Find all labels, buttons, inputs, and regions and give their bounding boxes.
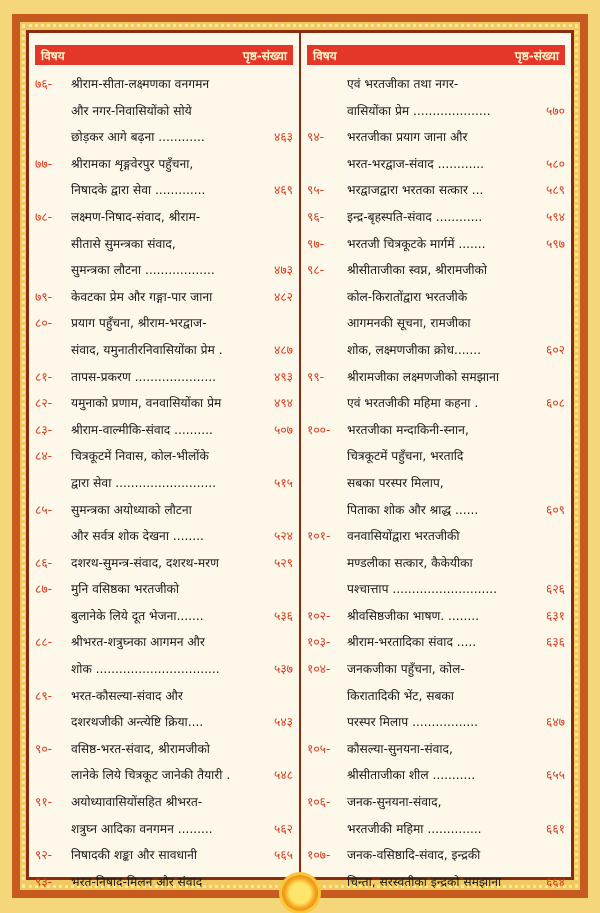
contents-panel — [26, 30, 574, 889]
entry-page-number: ६०२ — [545, 342, 565, 357]
subject-heading: विषय — [41, 48, 65, 63]
entry-title: पश्चात्ताप ........................... — [347, 582, 497, 597]
contents-entry-line — [35, 736, 293, 763]
entry-title: कोल-किरातोंद्वारा भरतजीके — [347, 289, 468, 304]
entry-title: श्रीसीताजीका शील ........... — [347, 768, 476, 783]
entry-number: १०२- — [307, 608, 331, 623]
entry-page-number: ५२९ — [273, 555, 293, 570]
contents-entry-line — [307, 470, 565, 497]
entry-title: सुमन्त्रका लौटना .................. — [71, 263, 215, 278]
entry-title: केवटका प्रेम और गङ्गा-पार जाना — [71, 289, 213, 304]
entry-number: ८६- — [35, 555, 53, 570]
page-count-heading: पृष्ठ-संख्या — [514, 48, 559, 63]
contents-entry-line — [307, 177, 565, 204]
entry-page-number: ५०७ — [273, 422, 293, 437]
entry-page-number: ६३१ — [545, 608, 565, 623]
entry-number: ८२- — [35, 396, 53, 411]
contents-entry-line — [307, 816, 565, 843]
entry-page-number: ६४७ — [545, 715, 565, 730]
entry-number: ९५- — [307, 183, 325, 198]
entry-title: इन्द्र-बृहस्पति-संवाद ............ — [347, 209, 483, 224]
contents-entry-line — [307, 443, 565, 470]
entry-title: श्रीराम-भरतादिका संवाद ..... — [347, 635, 477, 650]
contents-entry-line — [35, 284, 293, 311]
entry-page-number: ६०८ — [545, 396, 565, 411]
entry-title: मुनि वसिष्ठका भरतजीको — [71, 582, 180, 597]
entry-title: जनक-वसिष्ठादि-संवाद, इन्द्रकी — [347, 848, 481, 863]
entry-title: द्वारा सेवा .......................... — [71, 475, 216, 490]
contents-entry-line — [35, 257, 293, 284]
entry-page-number: ५८९ — [545, 183, 565, 198]
entry-number: ८७- — [35, 582, 53, 597]
entry-title: और सर्वत्र शोक देखना ........ — [71, 529, 204, 544]
entry-title: जनक-सुनयना-संवाद, — [347, 795, 442, 810]
entry-page-number: ४८२ — [273, 289, 293, 304]
right-column — [301, 33, 571, 889]
entry-title: एवं भरतजीकी महिमा कहना . — [347, 396, 479, 411]
entry-number: ८८- — [35, 635, 53, 650]
entry-number: ७७- — [35, 156, 53, 171]
entry-page-number: ४९४ — [273, 396, 293, 411]
contents-entry-line — [307, 284, 565, 311]
entry-title: लानेके लिये चित्रकूट जानेकी तैयारी . — [71, 768, 231, 783]
contents-entry-line — [307, 497, 565, 524]
entry-number: ९३- — [35, 874, 53, 889]
entry-title: श्रीरामका शृङ्गवेरपुर पहुँचना, — [71, 156, 194, 171]
entry-title: यमुनाको प्रणाम, वनवासियोंका प्रेम — [71, 396, 222, 411]
contents-entry-line — [307, 789, 565, 816]
contents-entry-line — [35, 816, 293, 843]
contents-entry-line — [307, 736, 565, 763]
entry-page-number: ४६३ — [273, 130, 293, 145]
contents-entry-line — [35, 576, 293, 603]
entry-title: श्रीभरत-शत्रुघ्नका आगमन और — [71, 635, 205, 650]
entry-title: शत्रुघ्न आदिका वनगमन ......... — [71, 821, 213, 836]
entry-title: शोक ................................ — [71, 662, 220, 677]
entry-page-number: ६६१ — [545, 821, 565, 836]
contents-entry-line — [307, 762, 565, 789]
entry-number: ९१- — [35, 795, 53, 810]
contents-entry-line — [307, 869, 565, 896]
contents-entry-line — [35, 417, 293, 444]
entry-number: ८१- — [35, 369, 53, 384]
entry-number: १०४- — [307, 662, 331, 677]
contents-entry-line — [35, 842, 293, 869]
entry-page-number: ४६९ — [273, 183, 293, 198]
contents-entry-line — [307, 124, 565, 151]
contents-entry-line — [307, 576, 565, 603]
contents-entry-line — [35, 364, 293, 391]
entry-number: १०६- — [307, 795, 331, 810]
contents-entry-line — [307, 629, 565, 656]
contents-entry-line — [35, 523, 293, 550]
contents-entry-line — [35, 789, 293, 816]
contents-entry-line — [307, 390, 565, 417]
contents-entry-line — [307, 683, 565, 710]
entry-number: ९४- — [307, 130, 325, 145]
contents-entry-line — [35, 71, 293, 98]
contents-entry-line — [307, 842, 565, 869]
entry-title: सीतासे सुमन्त्रका संवाद, — [71, 236, 176, 251]
entry-number: १०१- — [307, 529, 331, 544]
entry-number: ७९- — [35, 289, 53, 304]
entry-number: ८३- — [35, 422, 53, 437]
entry-title: भरतजीका मन्दाकिनी-स्नान, — [347, 422, 469, 437]
entry-number: ९२- — [35, 848, 53, 863]
entry-number: ९९- — [307, 369, 325, 384]
entry-title: कौसल्या-सुनयना-संवाद, — [347, 741, 453, 756]
column-header — [35, 45, 293, 65]
contents-entry-line — [307, 364, 565, 391]
contents-entry-line — [307, 231, 565, 258]
contents-entry-line — [307, 310, 565, 337]
entry-title: किरातादिकी भेंट, सबका — [347, 688, 454, 703]
entry-page-number: ५३७ — [273, 662, 293, 677]
entry-number: ८९- — [35, 688, 53, 703]
contents-entry-line — [307, 523, 565, 550]
contents-entry-line — [35, 869, 293, 896]
entry-title: चिन्ता, सरस्वतीका इन्द्रको समझाना — [347, 874, 502, 889]
entry-number: १०७- — [307, 848, 331, 863]
subject-heading: विषय — [313, 48, 337, 63]
entry-title: संवाद, यमुनातीरनिवासियोंका प्रेम . — [71, 342, 223, 357]
entry-title: दशरथ-सुमन्त्र-संवाद, दशरथ-मरण — [71, 555, 219, 570]
entry-page-number: ५१५ — [273, 475, 293, 490]
contents-entry-line — [35, 683, 293, 710]
entry-title: तापस-प्रकरण ..................... — [71, 369, 216, 384]
entry-page-number: ५८० — [545, 156, 565, 171]
contents-entry-line — [307, 417, 565, 444]
sun-ornament-icon — [282, 875, 318, 911]
entry-title: भरतजी चित्रकूटके मार्गमें ....... — [347, 236, 486, 251]
entry-title: एवं भरतजीका तथा नगर- — [347, 77, 459, 91]
contents-entry-line — [35, 603, 293, 630]
entry-title: पिताका शोक और श्राद्ध ...... — [347, 502, 479, 517]
contents-entry-line — [35, 762, 293, 789]
entry-page-number: ५३६ — [273, 608, 293, 623]
contents-entry-line — [35, 709, 293, 736]
page-count-heading: पृष्ठ-संख्या — [242, 48, 287, 63]
entry-page-number: ४८७ — [273, 342, 293, 357]
contents-entry-line — [307, 550, 565, 577]
entry-page-number: ५६२ — [273, 821, 293, 836]
entry-title: बुलानेके लिये दूत भेजना....... — [71, 608, 204, 623]
contents-entry-line — [307, 71, 565, 98]
entry-page-number: ५६५ — [273, 848, 293, 863]
entry-title: परस्पर मिलाप ................. — [347, 715, 478, 730]
entry-title: निषादकी शङ्का और सावधानी — [71, 848, 198, 863]
entry-title: निषादके द्वारा सेवा ............. — [71, 183, 206, 198]
entry-number: ९८- — [307, 263, 325, 278]
entry-page-number: ५९७ — [545, 236, 565, 251]
contents-entry-line — [307, 98, 565, 125]
entry-number: १०५- — [307, 741, 331, 756]
contents-entry-line — [307, 337, 565, 364]
entry-title: दशरथजीकी अन्त्येष्टि क्रिया.... — [71, 715, 204, 730]
entry-page-number: ५२४ — [273, 529, 293, 544]
contents-entry-line — [35, 390, 293, 417]
entry-title: वनवासियोंद्वारा भरतजीकी — [347, 529, 460, 544]
entry-title: छोड़कर आगे बढ़ना ............ — [71, 130, 205, 145]
contents-entry-line — [307, 709, 565, 736]
entry-page-number: ५४३ — [273, 715, 293, 730]
entry-number: ९६- — [307, 209, 325, 224]
entry-title: श्रीराम-वाल्मीकि-संवाद .......... — [71, 422, 213, 437]
contents-entry-line — [35, 550, 293, 577]
entry-title: भरत-कौसल्या-संवाद और — [71, 688, 183, 703]
entry-number: ७८- — [35, 209, 53, 224]
entry-title: सुमन्त्रका अयोध्याको लौटना — [71, 502, 192, 517]
entry-title: भरतजीकी महिमा .............. — [347, 821, 482, 836]
entry-page-number: ६३६ — [545, 635, 565, 650]
contents-entry-line — [35, 656, 293, 683]
entry-page-number: ५७० — [545, 103, 565, 118]
contents-entry-line — [35, 124, 293, 151]
left-column — [29, 33, 301, 889]
contents-entry-line — [35, 470, 293, 497]
contents-entry-line — [35, 177, 293, 204]
contents-entry-line — [35, 231, 293, 258]
entry-title: अयोध्यावासियोंसहित श्रीभरत- — [71, 795, 203, 810]
entry-page-number: ६२६ — [545, 582, 565, 597]
contents-entry-line — [307, 257, 565, 284]
entry-number: ९०- — [35, 741, 53, 756]
entry-number: १००- — [307, 422, 331, 437]
entry-title: लक्ष्मण-निषाद-संवाद, श्रीराम- — [71, 209, 201, 224]
entry-page-number: ४९३ — [273, 369, 293, 384]
entry-page-number: ५४८ — [273, 768, 293, 783]
contents-entry-line — [35, 151, 293, 178]
entry-number: ९७- — [307, 236, 325, 251]
entry-title: आगमनकी सूचना, रामजीका — [347, 316, 471, 331]
entry-title: चित्रकूटमें निवास, कोल-भीलोंके — [71, 449, 209, 464]
entry-number: ७६- — [35, 77, 53, 91]
entry-title: चित्रकूटमें पहुँचना, भरतादि — [347, 449, 464, 464]
entry-title: शोक, लक्ष्मणजीका क्रोध....... — [347, 342, 482, 357]
contents-entry-line — [35, 337, 293, 364]
contents-entry-line — [35, 204, 293, 231]
entry-title: श्रीरामजीका लक्ष्मणजीको समझाना — [347, 369, 499, 384]
entry-title: वसिष्ठ-भरत-संवाद, श्रीरामजीको — [71, 741, 210, 756]
entry-title: भरतजीका प्रयाग जाना और — [347, 130, 468, 145]
entry-title: श्रीवसिष्ठजीका भाषण. ........ — [347, 608, 480, 623]
entry-title: और नगर-निवासियोंको सोये — [71, 103, 192, 118]
entry-title: श्रीराम-सीता-लक्ष्मणका वनगमन — [71, 77, 210, 91]
entry-title: वासियोंका प्रेम .................... — [347, 103, 491, 118]
entry-title: भरत-निषाद-मिलन और संवाद — [71, 874, 203, 889]
entry-title: मण्डलीका सत्कार, कैकेयीका — [347, 555, 473, 570]
contents-entry-line — [35, 497, 293, 524]
entry-number: १०३- — [307, 635, 331, 650]
contents-entry-line — [35, 98, 293, 125]
contents-entry-line — [307, 151, 565, 178]
entry-number: ८४- — [35, 449, 53, 464]
entry-page-number: ४७३ — [273, 263, 293, 278]
contents-entry-line — [307, 603, 565, 630]
entry-page-number: ६६४ — [545, 874, 565, 889]
entry-number: ८५- — [35, 502, 53, 517]
contents-entry-line — [307, 656, 565, 683]
entry-title: श्रीसीताजीका स्वप्न, श्रीरामजीको — [347, 263, 488, 278]
entry-page-number: ६०९ — [545, 502, 565, 517]
entry-page-number: ६५५ — [545, 768, 565, 783]
entry-title: सबका परस्पर मिलाप, — [347, 475, 444, 490]
contents-entry-line — [307, 204, 565, 231]
entry-title: भरत-भरद्वाज-संवाद ............ — [347, 156, 485, 171]
entry-title: जनकजीका पहुँचना, कोल- — [347, 662, 465, 677]
contents-entry-line — [35, 629, 293, 656]
column-header — [307, 45, 565, 65]
entry-title: भरद्वाजद्वारा भरतका सत्कार ... — [347, 183, 484, 198]
entry-page-number: ५९४ — [545, 209, 565, 224]
contents-entry-line — [35, 443, 293, 470]
entry-number: ८०- — [35, 316, 53, 331]
entry-title: प्रयाग पहुँचना, श्रीराम-भरद्वाज- — [71, 316, 207, 331]
contents-entry-line — [35, 310, 293, 337]
